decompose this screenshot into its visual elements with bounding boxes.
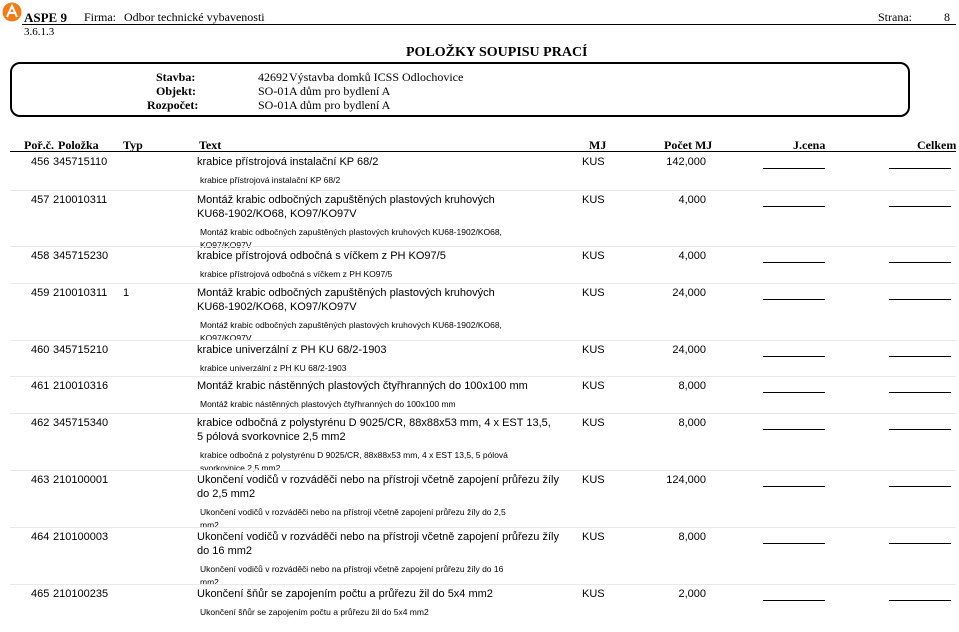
item-unit: KUS [582, 194, 605, 206]
item-quantity: 4,000 [678, 250, 706, 262]
item-quantity: 124,000 [666, 474, 706, 486]
item-text: krabice odbočná z polystyrénu D 9025/CR, 88x88x53 mm, 4 x EST 13,5, [197, 417, 551, 429]
item-text: Montáž krabic odbočných zapuštěných plastových kruhových [197, 194, 495, 206]
strana-label: Strana: [878, 10, 912, 24]
row-separator [10, 413, 956, 414]
col-por: Poř.č. [24, 138, 54, 152]
item-code: 210010311 [53, 194, 108, 206]
col-polozka: Položka [58, 138, 99, 152]
item-description: Montáž krabic odbočných zapuštěných plastových kruhových KU68-1902/KO68, [200, 227, 502, 237]
item-unit: KUS [582, 250, 605, 262]
item-unit: KUS [582, 287, 605, 299]
item-unit: KUS [582, 380, 605, 392]
item-text: Ukončení vodičů v rozváděči nebo na přístroji včetně zapojení průřezu žíly [197, 531, 559, 543]
item-description: krabice přístrojová odbočná s víčkem z PH KO97/5 [200, 269, 393, 279]
col-pocet: Počet MJ [664, 138, 713, 152]
stavba-label: Stavba: [156, 70, 196, 84]
item-code: 210010311 [53, 287, 108, 299]
item-code: 345715340 [53, 417, 109, 429]
item-quantity: 2,000 [678, 588, 706, 600]
item-code: 345715210 [53, 344, 109, 356]
item-text: KU68-1902/KO68, KO97/KO97V [197, 208, 357, 220]
item-description: Montáž krabic nástěnných plastových čtyřhranných do 100x100 mm [200, 399, 456, 409]
item-text: Ukončení vodičů v rozváděči nebo na přístroji včetně zapojení průřezu žíly [197, 474, 559, 486]
item-text: krabice přístrojová odbočná s víčkem z PH KO97/5 [197, 250, 446, 262]
item-text: do 2,5 mm2 [197, 488, 256, 500]
firma-value: Odbor technické vybavenosti [124, 10, 265, 24]
unit-price-blank [763, 429, 825, 430]
stavba-code: 42692 [258, 70, 288, 84]
item-code: 345715110 [53, 156, 108, 168]
unit-price-blank [763, 356, 825, 357]
page-title: POLOŽKY SOUPISU PRACÍ [406, 45, 588, 60]
item-text: krabice univerzální z PH KU 68/2-1903 [197, 344, 387, 356]
item-description: KO97/KO97V [200, 332, 252, 343]
item-quantity: 24,000 [672, 287, 706, 299]
header-line [22, 24, 956, 25]
objekt-code: SO-01 [258, 84, 290, 98]
app-version: 3.6.1.3 [24, 26, 55, 38]
item-description: mm2 [200, 576, 219, 587]
strana-value: 8 [944, 10, 950, 24]
row-number: 459 [31, 287, 50, 299]
item-type: 1 [123, 287, 130, 299]
item-code: 210100003 [53, 531, 109, 543]
item-description: krabice univerzální z PH KU 68/2-1903 [200, 363, 347, 373]
item-code: 210010316 [53, 380, 109, 392]
row-number: 461 [31, 380, 50, 392]
total-blank [889, 206, 951, 207]
item-quantity: 8,000 [678, 417, 706, 429]
col-mj: MJ [589, 138, 607, 152]
stavba-name: Výstavba domků ICSS Odlochovice [289, 70, 464, 84]
item-text: Montáž krabic odbočných zapuštěných plastových kruhových [197, 287, 495, 299]
col-celkem: Celkem [917, 138, 957, 152]
item-quantity: 4,000 [678, 194, 706, 206]
row-number: 458 [31, 250, 50, 262]
row-number: 463 [31, 474, 50, 486]
unit-price-blank [763, 262, 825, 263]
total-blank [889, 168, 951, 169]
total-blank [889, 600, 951, 601]
total-blank [889, 486, 951, 487]
row-separator [10, 283, 956, 284]
rozpocet-label: Rozpočet: [147, 98, 199, 112]
item-code: 210100001 [53, 474, 109, 486]
total-blank [889, 392, 951, 393]
aspe-logo-icon [2, 2, 22, 22]
item-unit: KUS [582, 417, 605, 429]
item-description: krabice přístrojová instalační KP 68/2 [200, 175, 341, 185]
objekt-name: A dům pro bydlení A [289, 84, 391, 98]
total-blank [889, 543, 951, 544]
total-blank [889, 262, 951, 263]
unit-price-blank [763, 168, 825, 169]
col-jcena: J.cena [793, 138, 826, 152]
column-header-line [10, 151, 956, 152]
app-name: ASPE 9 [24, 10, 67, 25]
objekt-label: Objekt: [156, 84, 196, 98]
total-blank [889, 429, 951, 430]
row-separator [10, 584, 956, 585]
item-quantity: 24,000 [672, 344, 706, 356]
row-number: 462 [31, 417, 50, 429]
item-description: Ukončení vodičů v rozváděči nebo na přístroji včetně zapojení průřezu žíly do 2,5 [200, 507, 506, 517]
item-code: 210100235 [53, 588, 109, 600]
item-description: Ukončení vodičů v rozváděči nebo na přístroji včetně zapojení průřezu žíly do 16 [200, 564, 504, 574]
item-text: KU68-1902/KO68, KO97/KO97V [197, 301, 357, 313]
col-text: Text [199, 138, 222, 152]
unit-price-blank [763, 299, 825, 300]
item-description: svorkovnice 2,5 mm2 [200, 462, 281, 473]
item-quantity: 142,000 [666, 156, 706, 168]
unit-price-blank [763, 206, 825, 207]
item-quantity: 8,000 [678, 531, 706, 543]
item-description: krabice odbočná z polystyrénu D 9025/CR, 88x88x53 mm, 4 x EST 13,5, 5 pólová [200, 450, 508, 460]
total-blank [889, 299, 951, 300]
item-unit: KUS [582, 156, 605, 168]
rozpocet-code: SO-01 [258, 98, 290, 112]
row-separator [10, 527, 956, 528]
unit-price-blank [763, 543, 825, 544]
row-separator [10, 246, 956, 247]
item-unit: KUS [582, 531, 605, 543]
row-separator [10, 190, 956, 191]
row-separator [10, 470, 956, 471]
item-text: do 16 mm2 [197, 545, 253, 557]
item-code: 345715230 [53, 250, 109, 262]
row-number: 456 [31, 156, 50, 168]
firma-label: Firma: [84, 10, 116, 24]
unit-price-blank [763, 392, 825, 393]
total-blank [889, 356, 951, 357]
item-description: mm2 [200, 519, 219, 530]
row-separator [10, 340, 956, 341]
row-number: 460 [31, 344, 50, 356]
unit-price-blank [763, 486, 825, 487]
item-unit: KUS [582, 474, 605, 486]
item-unit: KUS [582, 344, 605, 356]
item-description: Montáž krabic odbočných zapuštěných plastových kruhových KU68-1902/KO68, [200, 320, 502, 330]
item-text: 5 pólová svorkovnice 2,5 mm2 [197, 431, 346, 443]
item-unit: KUS [582, 588, 605, 600]
item-text: krabice přístrojová instalační KP 68/2 [197, 156, 379, 168]
item-quantity: 8,000 [678, 380, 706, 392]
row-number: 457 [31, 194, 50, 206]
item-text: Ukončení šňůr se zapojením počtu a průřezu žil do 5x4 mm2 [197, 588, 493, 600]
item-description: KO97/KO97V [200, 239, 252, 250]
row-number: 465 [31, 588, 50, 600]
item-description: Ukončení šňůr se zapojením počtu a průřezu žil do 5x4 mm2 [200, 607, 429, 617]
rozpocet-name: A dům pro bydlení A [289, 98, 391, 112]
row-number: 464 [31, 531, 50, 543]
unit-price-blank [763, 600, 825, 601]
row-separator [10, 376, 956, 377]
col-typ: Typ [123, 138, 143, 152]
item-text: Montáž krabic nástěnných plastových čtyřhranných do 100x100 mm [197, 380, 528, 392]
